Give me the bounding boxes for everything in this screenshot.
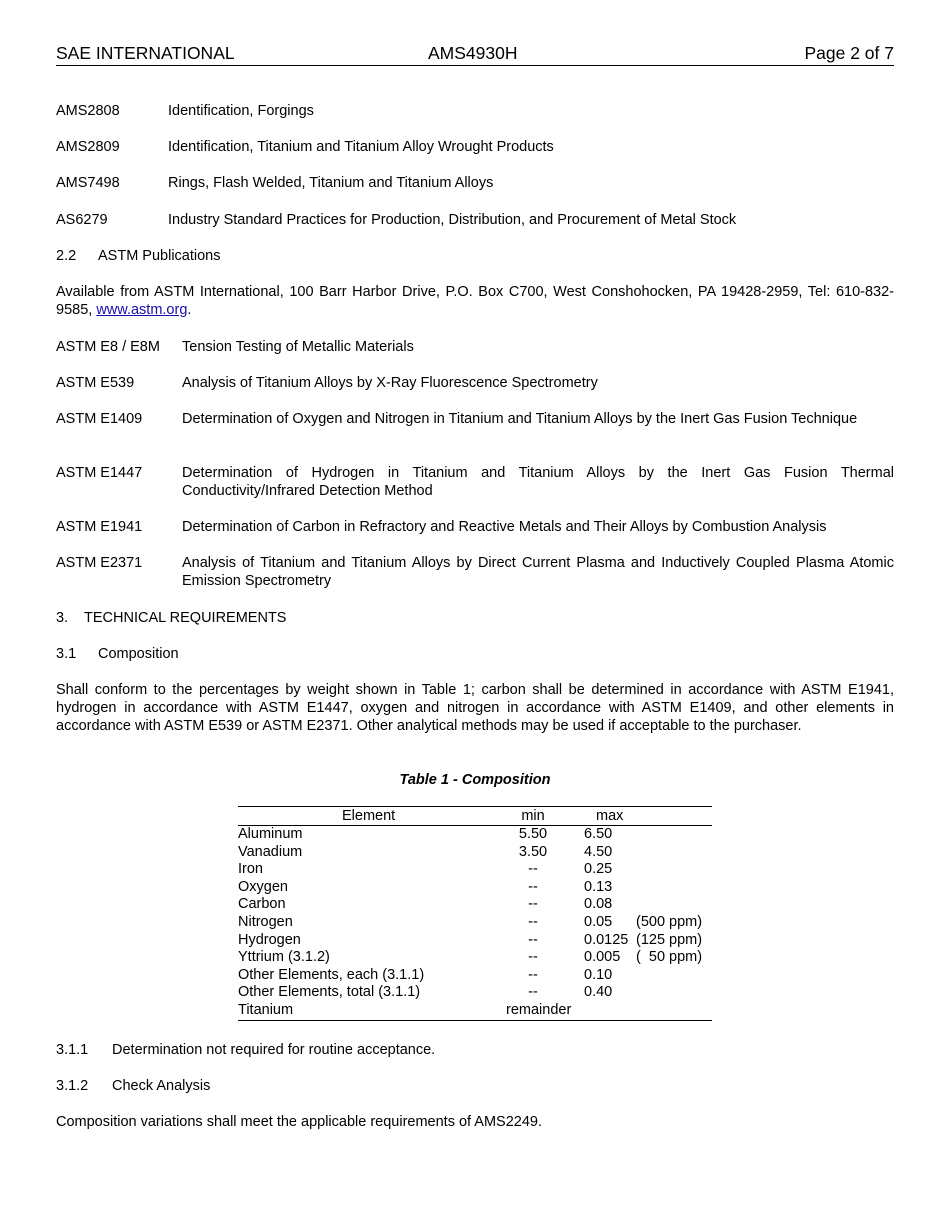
astm-website-link[interactable]: www.astm.org: [96, 302, 188, 318]
cell-max: 0.13: [584, 878, 613, 895]
cell-min: 5.50: [518, 826, 548, 842]
cell-max: 6.50: [584, 826, 613, 842]
cell-max: 0.0125: [584, 931, 629, 948]
section-title: Check Analysis: [112, 1078, 211, 1094]
cell-element: Carbon: [238, 896, 286, 913]
cell-element: Other Elements, total (3.1.1): [238, 984, 421, 1001]
check-analysis-paragraph: Composition variations shall meet the applicable requirements of AMS2249.: [56, 1114, 543, 1130]
section-3-1-1: [56, 1041, 894, 1059]
availability-text: Available from ASTM International, 100 Barr Harbor Drive, P.O. Box C700, West Conshohocken, PA 19428-2959, Tel: 610-832-9585,: [56, 284, 894, 318]
section-heading-2-2: [56, 247, 894, 265]
cell-max: 0.40: [584, 984, 613, 1001]
header-max: max: [596, 808, 624, 824]
ref-id: AS6279: [56, 212, 108, 228]
ref-title: Determination of Carbon in Refractory and Reactive Metals and Their Alloys by Combustion Analysis: [182, 519, 827, 535]
section-title: Composition: [98, 646, 179, 662]
ref-id: ASTM E1409: [56, 411, 143, 427]
section-number: 3.1.2: [56, 1078, 89, 1094]
ref-title: Industry Standard Practices for Production, Distribution, and Procurement of Metal Stock: [168, 212, 737, 228]
table-row: [238, 879, 712, 897]
cell-max: 0.05: [584, 913, 613, 930]
section-title: ASTM Publications: [98, 248, 221, 264]
cell-note: ( 50 ppm): [636, 949, 703, 966]
cell-element: Aluminum: [238, 826, 303, 842]
cell-element: Titanium: [238, 1001, 294, 1018]
cell-element: Yttrium (3.1.2): [238, 949, 330, 966]
table-header-row: [238, 807, 712, 826]
header-min: min: [521, 808, 545, 824]
section-number: 2.2: [56, 248, 77, 264]
ref-id: ASTM E1941: [56, 519, 143, 535]
cell-max: 0.08: [584, 896, 613, 913]
table-row: [238, 984, 712, 1002]
ref-id: AMS2809: [56, 139, 120, 155]
cell-note: (500 ppm): [636, 913, 703, 930]
section-number: 3.1.1: [56, 1042, 89, 1058]
ref-id: AMS2808: [56, 103, 120, 119]
cell-min: --: [528, 949, 538, 966]
header-element: Element: [342, 808, 396, 824]
cell-min: remainder: [506, 1001, 572, 1018]
cell-element: Vanadium: [238, 843, 303, 860]
cell-element: Oxygen: [238, 878, 288, 895]
ref-id: ASTM E1447: [56, 465, 143, 481]
cell-min: --: [528, 861, 538, 878]
astm-availability-paragraph: [56, 283, 894, 319]
section-title: TECHNICAL REQUIREMENTS: [84, 610, 287, 626]
cell-min: --: [528, 931, 538, 948]
ref-title: Identification, Titanium and Titanium Alloy Wrought Products: [168, 139, 554, 155]
section-number: 3.1: [56, 646, 77, 662]
table-row: [238, 844, 712, 862]
composition-table: [238, 806, 712, 1021]
cell-element: Iron: [238, 861, 263, 878]
cell-max: 0.005: [584, 949, 621, 966]
section-heading-3-1-2: [56, 1077, 894, 1095]
ref-id: ASTM E539: [56, 375, 135, 391]
cell-element: Hydrogen: [238, 931, 301, 948]
section-text: Determination not required for routine acceptance.: [112, 1042, 436, 1058]
cell-element: Other Elements, each (3.1.1): [238, 966, 425, 983]
ref-title: Analysis of Titanium and Titanium Alloys by Direct Current Plasma and Inductively Coupled Plasma Atomic Emission Spectrometry: [182, 555, 894, 589]
cell-max: 4.50: [584, 843, 613, 860]
table-caption: Table 1 - Composition: [399, 772, 551, 788]
cell-max: 0.25: [584, 861, 613, 878]
cell-min: --: [528, 896, 538, 913]
section-heading-3-1: [56, 645, 894, 663]
ref-title: Determination of Oxygen and Nitrogen in Titanium and Titanium Alloys by the Inert Gas Fusion Technique: [182, 411, 858, 427]
table-row: [238, 1002, 712, 1020]
table-row: [238, 949, 712, 967]
ref-id: ASTM E8 / E8M: [56, 339, 160, 355]
table-row: [238, 932, 712, 950]
ref-id: AMS7498: [56, 175, 120, 191]
cell-note: (125 ppm): [636, 931, 703, 948]
ref-title: Determination of Hydrogen in Titanium and Titanium Alloys by the Inert Gas Fusion Thermal Conductivity/Infrared Detection Method: [182, 465, 894, 499]
ref-title: Identification, Forgings: [168, 103, 314, 119]
table-row: [238, 861, 712, 879]
availability-trailing: .: [187, 302, 192, 318]
cell-element: Nitrogen: [238, 913, 293, 930]
table-row: [238, 914, 712, 932]
cell-min: 3.50: [518, 843, 548, 860]
cell-min: --: [528, 984, 538, 1001]
section-heading-3: [56, 609, 894, 627]
table-row: [238, 826, 712, 844]
page-header: [56, 43, 894, 66]
header-page-number: Page 2 of 7: [804, 43, 894, 63]
table-row: [238, 967, 712, 985]
ref-id: ASTM E2371: [56, 555, 143, 571]
section-number: 3.: [56, 610, 69, 626]
cell-min: --: [528, 878, 538, 895]
ref-title: Tension Testing of Metallic Materials: [182, 339, 414, 355]
header-org: SAE INTERNATIONAL: [56, 43, 235, 63]
table-row: [238, 896, 712, 914]
cell-max: 0.10: [584, 966, 613, 983]
cell-min: --: [528, 966, 538, 983]
ref-title: Analysis of Titanium Alloys by X-Ray Fluorescence Spectrometry: [182, 375, 598, 391]
ref-title: Rings, Flash Welded, Titanium and Titanium Alloys: [168, 175, 494, 191]
composition-paragraph: Shall conform to the percentages by weight shown in Table 1; carbon shall be determined in accordance with ASTM E1941, hydrogen in accordance with ASTM E1447, oxygen and nitrogen in accordance with ASTM E1409, and other elements in accordance with ASTM E539 or ASTM E2371. Other analytical methods may be used if acceptable to the purchaser.: [56, 682, 894, 734]
header-doc-number: AMS4930H: [428, 43, 518, 63]
cell-min: --: [528, 913, 538, 930]
